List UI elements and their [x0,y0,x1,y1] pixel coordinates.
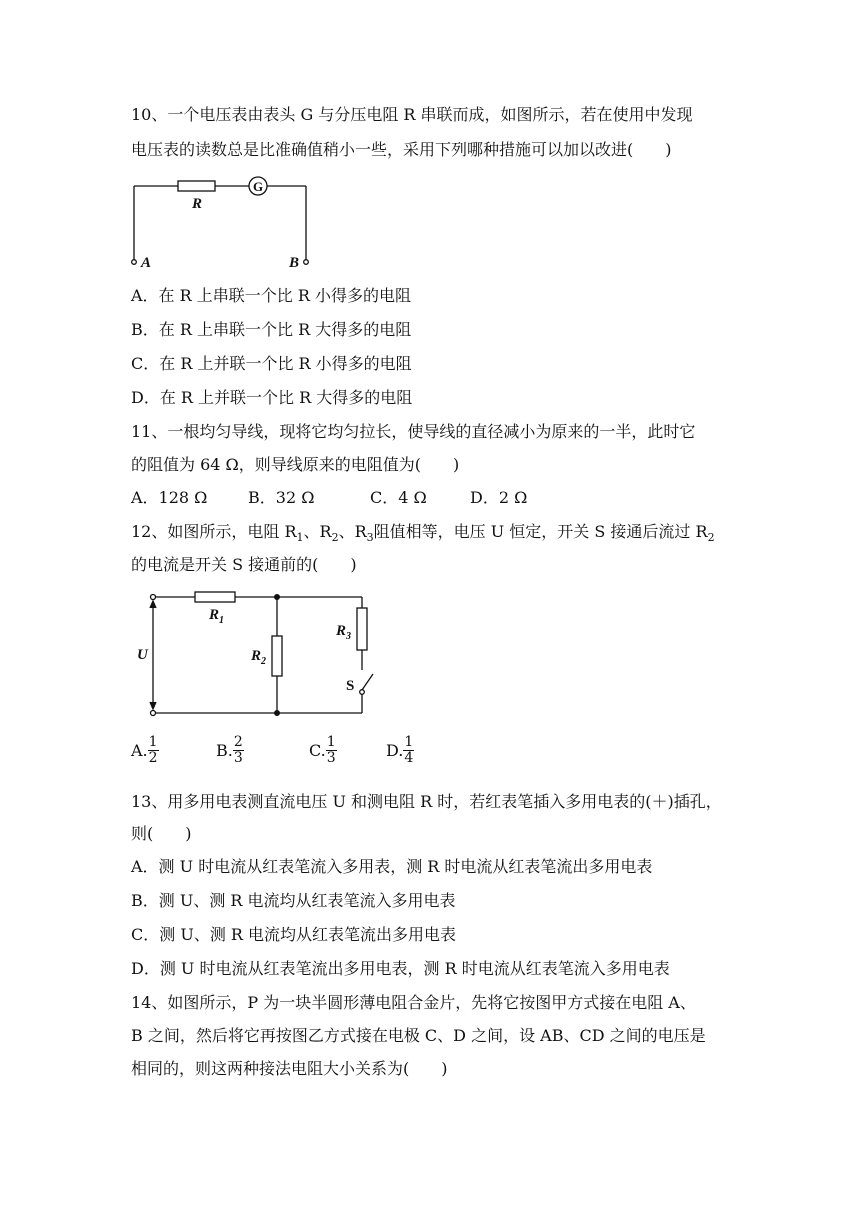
q12-option-a: A. $\frac{1}{2}$ [131,734,158,766]
q12-option-d: D. $\frac{1}{4}$ [386,734,414,766]
q10-label-B: B [289,255,300,271]
q12-label-S: S [346,678,355,694]
q11-stem-line2: 的阻值为 64 Ω，则导线原来的电阻值为( ) [131,455,460,474]
q11-option-b: B．32 Ω [248,488,315,507]
q12-node-bottom [274,710,280,716]
q12-option-c: C. $\frac{1}{3}$ [309,734,336,766]
q10-resistor-R [178,181,215,191]
q10-voltmeter-figure [128,172,328,272]
q12-label-U: U [137,647,148,663]
q12-label-R1: $R_1$ [209,607,225,626]
q13-option-d: D．测 U 时电流从红表笔流出多用电表，测 R 时电流从红表笔流入多用电表 [131,959,670,978]
q10-option-d: D．在 R 上并联一个比 R 大得多的电阻 [131,388,413,407]
q10-stem-line2: 电压表的读数总是比准确值稍小一些，采用下列哪种措施可以加以改进( ) [131,140,672,159]
q12-option-b: B. $\frac{2}{3}$ [216,734,243,766]
q10-label-R: R [192,196,203,212]
q12-stem-line1: 12、如图所示，电阻 $R_1$、$R_2$、$R_3$阻值相等，电压 U 恒定，开关 S 接通后流过 $R_2$ [131,522,715,545]
q13-option-a: A．测 U 时电流从红表笔流入多用表，测 R 时电流从红表笔流出多用电表 [131,857,653,876]
q13-option-b: B．测 U、测 R 电流均从红表笔流入多用电表 [131,891,456,910]
q10-label-A: A [141,255,152,271]
q12-terminal-bottom [151,711,156,716]
q12-switch-S [362,674,373,690]
q13-stem-line2: 则( ) [131,824,192,843]
q11-stem-line1: 11、一根均匀导线，现将它均匀拉长，使导线的直径减小为原来的一半，此时它 [131,422,696,441]
q10-option-b: B．在 R 上串联一个比 R 大得多的电阻 [131,320,412,339]
q13-stem-line1: 13、用多用电表测直流电压 U 和测电阻 R 时，若红表笔插入多用电表的(＋)插孔， [131,792,722,811]
q12-node-top [274,594,280,600]
q13-option-c: C．测 U、测 R 电流均从红表笔流出多用电表 [131,925,457,944]
q11-option-d: D．2 Ω [470,488,528,507]
q14-stem-line3: 相同的，则这两种接法电阻大小关系为( ) [131,1059,448,1078]
q14-stem-line2: B 之间，然后将它再按图乙方式接在电极 C、D 之间，设 AB、CD 之间的电压是 [131,1026,706,1045]
q12-resistor-R2 [272,636,282,676]
q10-stem-line1: 10、一个电压表由表头 G 与分压电阻 R 串联而成，如图所示，若在使用中发现 [131,105,693,124]
q12-resistor-R1 [195,592,235,602]
q12-label-R3: $R_3$ [336,623,352,642]
q12-label-R2: $R_2$ [251,648,267,667]
q10-option-a: A．在 R 上串联一个比 R 小得多的电阻 [131,286,411,305]
q10-option-c: C．在 R 上并联一个比 R 小得多的电阻 [131,354,412,373]
q12-terminal-top [151,595,156,600]
q12-circuit-figure [135,586,395,726]
q12-resistor-R3 [357,608,367,650]
q10-terminal-A [132,260,137,265]
q10-label-G: G [252,179,264,194]
q10-terminal-B [304,260,309,265]
q14-stem-line1: 14、如图所示，P 为一块半圆形薄电阻合金片，先将它按图甲方式接在电阻 A、 [131,993,696,1012]
q11-option-a: A．128 Ω [131,488,208,507]
q11-option-c: C．4 Ω [370,488,427,507]
q12-stem-line2: 的电流是开关 S 接通前的( ) [131,555,357,574]
